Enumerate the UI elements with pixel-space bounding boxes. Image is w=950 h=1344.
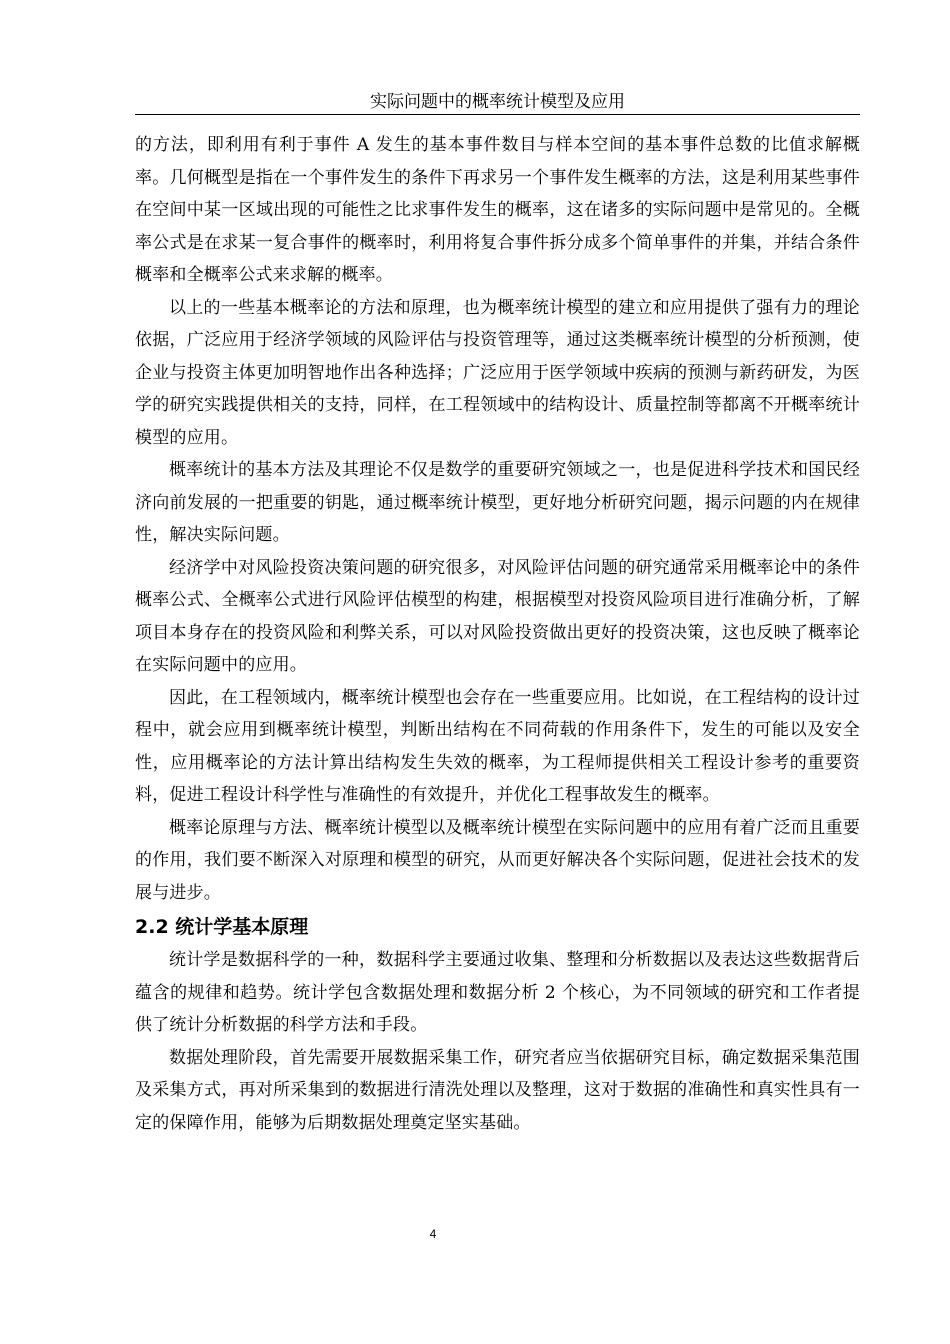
paragraph: 以上的一些基本概率论的方法和原理，也为概率统计模型的建立和应用提供了强有力的理论依据，广泛应用于经济学领域的风险评估与投资管理等，通过这类概率统计模型的分析预测，使企业与投资主体更加明智地作出各种选择；广泛应用于医学领域中疾病的预测与新药研发，为医学的研究实践提供相关的支持，同样，在工程领域中的结构设计、质量控制等都离不开概率统计模型的应用。 xyxy=(135,297,860,448)
paragraph: 因此，在工程领域内，概率统计模型也会存在一些重要应用。比如说，在工程结构的设计过程中，就会应用到概率统计模型，判断出结构在不同荷载的作用条件下，发生的可能以及安全性，应用概率论的方法计算出结构发生失效的概率，为工程师提供相关工程设计参考的重要资料，促进工程设计科学性与准确性的有效提升，并优化工程事故发生的概率。 xyxy=(135,687,860,805)
body-text xyxy=(135,129,860,1139)
paragraph-continued: 的方法，即利用有利于事件 A 发生的基本事件数目与样本空间的基本事件总数的比值求解概率。几何概型是指在一个事件发生的条件下再求另一个事件发生概率的方法，这是利用某些事件在空间中某一区域出现的可能性之比求事件发生的概率，这在诸多的实际问题中是常见的。全概率公式是在求某一复合事件的概率时，利用将复合事件拆分成多个简单事件的并集，并结合条件概率和全概率公式来求解的概率。 xyxy=(135,135,860,285)
page-number: 4 xyxy=(429,1227,437,1241)
paragraph: 数据处理阶段，首先需要开展数据采集工作，研究者应当依据研究目标，确定数据采集范围及采集方式，再对所采集到的数据进行清洗处理以及整理，这对于数据的准确性和真实性具有一定的保障作用，能够为后期数据处理奠定坚实基础。 xyxy=(135,1047,860,1133)
paragraph: 概率统计的基本方法及其理论不仅是数学的重要研究领域之一，也是促进科学技术和国民经济向前发展的一把重要的钥匙，通过概率统计模型，更好地分析研究问题，揭示问题的内在规律性，解决实际问题。 xyxy=(135,460,860,545)
section-heading: 2.2 统计学基本原理 xyxy=(135,916,309,938)
paragraph: 统计学是数据科学的一种，数据科学主要通过收集、整理和分析数据以及表达这些数据背后蕴含的规律和趋势。统计学包含数据处理和数据分析 2 个核心，为不同领域的研究和工作者提供了统计分析数据的科学方法和手段。 xyxy=(135,950,860,1035)
paragraph: 概率论原理与方法、概率统计模型以及概率统计模型在实际问题中的应用有着广泛而且重要的作用，我们要不断深入对原理和模型的研究，从而更好解决各个实际问题，促进社会技术的发展与进步。 xyxy=(135,817,860,903)
header-rule xyxy=(135,114,860,115)
paragraph: 经济学中对风险投资决策问题的研究很多，对风险评估问题的研究通常采用概率论中的条件概率公式、全概率公式进行风险评估模型的构建，根据模型对投资风险项目进行准确分析，了解项目本身存在的投资风险和利弊关系，可以对风险投资做出更好的投资决策，这也反映了概率论在实际问题中的应用。 xyxy=(135,557,860,675)
running-header-title: 实际问题中的概率统计模型及应用 xyxy=(370,92,625,112)
